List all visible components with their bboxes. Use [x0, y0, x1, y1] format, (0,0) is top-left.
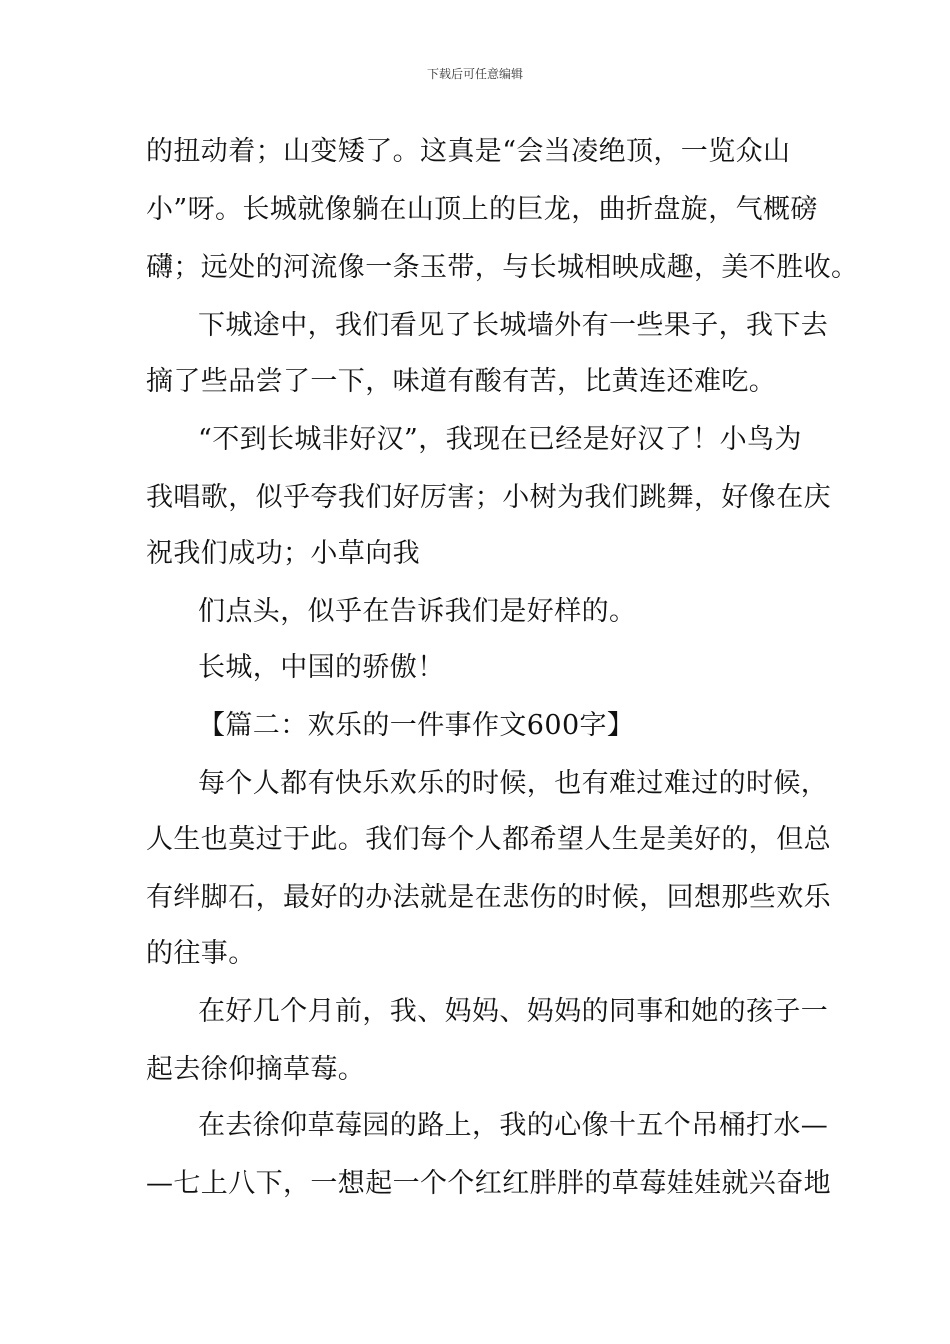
text-line: 起去徐仰摘草莓。 — [146, 1054, 366, 1085]
text-line: 下城途中，我们看见了长城墙外有一些果子，我下去 — [198, 310, 829, 341]
text-line: 祝我们成功；小草向我 — [146, 538, 420, 569]
text-line: 每个人都有快乐欢乐的时候，也有难过难过的时候， — [198, 768, 829, 799]
text-line: 长城，中国的骄傲！ — [198, 652, 445, 683]
text-line: 有绊脚石，最好的办法就是在悲伤的时候，回想那些欢乐 — [146, 882, 831, 913]
text-line: 小”呀。长城就像躺在山顶上的巨龙，曲折盘旋，气概磅 — [146, 194, 818, 225]
text-line: 们点头，似乎在告诉我们是好样的。 — [198, 596, 637, 627]
text-line: 在去徐仰草莓园的路上，我的心像十五个吊桶打水— — [198, 1110, 829, 1141]
text-line: 的往事。 — [146, 938, 256, 969]
text-line: 我唱歌，似乎夸我们好厉害；小树为我们跳舞，好像在庆 — [146, 482, 831, 513]
text-line: 在好几个月前，我、妈妈、妈妈的同事和她的孩子一 — [198, 996, 829, 1027]
text-line: “不到长城非好汉”，我现在已经是好汉了！小鸟为 — [198, 424, 802, 455]
text-line: 礴；远处的河流像一条玉带，与长城相映成趣，美不胜收。 — [146, 252, 859, 283]
section-heading: 【篇二：欢乐的一件事作文600字】 — [198, 710, 635, 741]
text-line: —七上八下，一想起一个个红红胖胖的草莓娃娃就兴奋地 — [146, 1168, 831, 1199]
text-line: 摘了些品尝了一下，味道有酸有苦，比黄连还难吃。 — [146, 366, 777, 397]
text-line: 人生也莫过于此。我们每个人都希望人生是美好的，但总 — [146, 824, 831, 855]
text-line: 的扭动着；山变矮了。这真是“会当凌绝顶，一览众山 — [146, 136, 791, 167]
page-header: 下载后可任意编辑 — [426, 67, 523, 81]
